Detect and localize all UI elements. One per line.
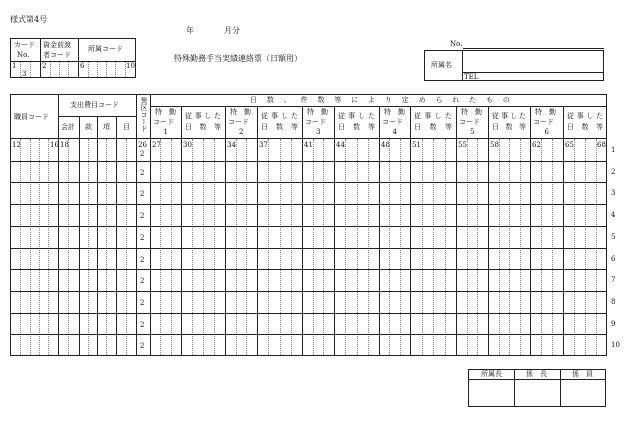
funding-code-label-1: 資金前渡 xyxy=(43,41,71,49)
row-number: 6 xyxy=(611,255,616,263)
pos-26: 26 xyxy=(138,141,147,149)
special-code-label-line1: 特 勤 xyxy=(535,108,556,116)
pos-10: 10 xyxy=(126,62,135,70)
days-label-line2: 日 数 等 xyxy=(185,123,221,131)
pos-label: 27 xyxy=(152,141,161,149)
special-code-number: 2 xyxy=(239,128,244,136)
pos-68: 68 xyxy=(597,141,606,149)
row-number: 7 xyxy=(611,276,616,284)
main-header: 日 数 、 件 数 等 に よ り 定 め ら れ た も の xyxy=(250,96,510,104)
special-code-number: 4 xyxy=(392,128,397,136)
days-label-line2: 日 数 等 xyxy=(261,123,298,131)
row-number: 5 xyxy=(611,233,616,241)
table-row xyxy=(10,334,607,335)
days-label-line2: 日 数 等 xyxy=(414,123,452,131)
pos-18: 18 xyxy=(60,141,69,149)
row-number: 2 xyxy=(611,168,616,176)
year-label: 年 xyxy=(186,26,194,35)
row-change-code: 2 xyxy=(140,321,145,329)
pos-label: 44 xyxy=(336,141,345,149)
pos-label: 34 xyxy=(227,141,236,149)
row-change-code: 2 xyxy=(140,256,145,264)
main-table xyxy=(10,94,607,356)
special-code-label-line2: コード xyxy=(533,118,554,126)
pos-label: 62 xyxy=(532,141,541,149)
table-row xyxy=(10,269,607,270)
approval-chief: 係 長 xyxy=(526,370,547,378)
row-number: 9 xyxy=(611,320,616,328)
row-change-code: 2 xyxy=(140,190,145,198)
row-change-code: 2 xyxy=(140,234,145,242)
pos-label: 65 xyxy=(565,141,574,149)
row-change-code: 2 xyxy=(140,212,145,220)
table-row xyxy=(10,204,607,205)
pos-label: 55 xyxy=(458,141,467,149)
special-code-number: 3 xyxy=(316,128,321,136)
table-row xyxy=(10,248,607,249)
special-code-number: 1 xyxy=(163,128,168,136)
employee-code-label: 職員コード xyxy=(14,113,49,121)
expense-sub-kou: 項 xyxy=(103,123,110,131)
days-label-line1: 従 事 し た xyxy=(492,112,526,120)
pos-2: 2 xyxy=(42,62,47,70)
row-change-code: 2 xyxy=(140,277,145,285)
pos-3: 3 xyxy=(22,70,27,78)
row-number: 3 xyxy=(611,189,616,197)
card-no-label-2: No. xyxy=(17,51,30,59)
special-code-label-line2: コード xyxy=(305,118,326,126)
days-label-line1: 従 事 し た xyxy=(261,112,298,120)
row-change-code: 2 xyxy=(140,150,145,158)
pos-1: 1 xyxy=(12,62,17,70)
pos-16: 16 xyxy=(50,141,59,149)
days-label-line2: 日 数 等 xyxy=(567,123,603,131)
special-code-label-line1: 特 勤 xyxy=(155,108,176,116)
special-code-label-line2: コード xyxy=(228,118,249,126)
row-number: 4 xyxy=(611,211,616,219)
pos-label: 48 xyxy=(381,141,390,149)
special-code-label-line2: コード xyxy=(153,118,174,126)
special-code-number: 6 xyxy=(544,128,549,136)
special-code-label-line2: コード xyxy=(382,118,403,126)
no-label: No. xyxy=(450,40,463,48)
pos-label: 51 xyxy=(412,141,421,149)
table-row xyxy=(10,291,607,292)
approval-head: 所属長 xyxy=(481,370,502,378)
pos-6: 6 xyxy=(80,62,85,70)
special-code-label-line1: 特 勤 xyxy=(230,108,251,116)
tel-label: TEL xyxy=(464,73,479,81)
pos-12: 12 xyxy=(12,141,21,149)
affiliation-name-label: 所属名 xyxy=(431,61,452,69)
special-code-label-line1: 特 勤 xyxy=(384,108,405,116)
pos-label: 41 xyxy=(304,141,313,149)
special-code-number: 5 xyxy=(470,128,475,136)
expense-code-label: 支出費目コード xyxy=(70,101,119,109)
special-code-label-line1: 特 勤 xyxy=(461,108,482,116)
month-label: 月分 xyxy=(224,26,240,35)
pos-label: 30 xyxy=(183,141,192,149)
change-code-label: 異区コード xyxy=(140,97,148,132)
table-row xyxy=(10,161,607,162)
row-number: 1 xyxy=(611,146,616,154)
table-row xyxy=(10,313,607,314)
days-label-line2: 日 数 等 xyxy=(492,123,526,131)
affiliation-code-label: 所属コード xyxy=(88,45,123,53)
row-change-code: 2 xyxy=(140,342,145,350)
expense-sub-moku: 目 xyxy=(123,123,130,131)
pos-label: 37 xyxy=(259,141,268,149)
table-row xyxy=(10,226,607,227)
row-number: 8 xyxy=(611,298,616,306)
pos-label: 58 xyxy=(490,141,499,149)
days-label-line1: 従 事 し た xyxy=(185,112,221,120)
table-row xyxy=(10,182,607,183)
form-number: 様式第4号 xyxy=(10,15,48,24)
row-number: 10 xyxy=(611,341,620,349)
special-code-label-line2: コード xyxy=(459,118,480,126)
special-code-label-line1: 特 勤 xyxy=(307,108,328,116)
days-label-line1: 従 事 し た xyxy=(567,112,603,120)
expense-sub-kaikei: 会計 xyxy=(61,123,75,131)
approval-staff: 係 員 xyxy=(572,370,593,378)
card-no-label-1: カード xyxy=(14,41,35,49)
expense-sub-kan: 款 xyxy=(85,123,92,131)
row-change-code: 2 xyxy=(140,299,145,307)
days-label-line1: 従 事 し た xyxy=(414,112,452,120)
funding-code-label-2: 者コード xyxy=(43,51,71,59)
days-label-line1: 従 事 し た xyxy=(338,112,375,120)
days-label-line2: 日 数 等 xyxy=(338,123,375,131)
form-title: 特殊勤務手当実績連絡票（日額用） xyxy=(174,54,302,63)
row-change-code: 2 xyxy=(140,169,145,177)
